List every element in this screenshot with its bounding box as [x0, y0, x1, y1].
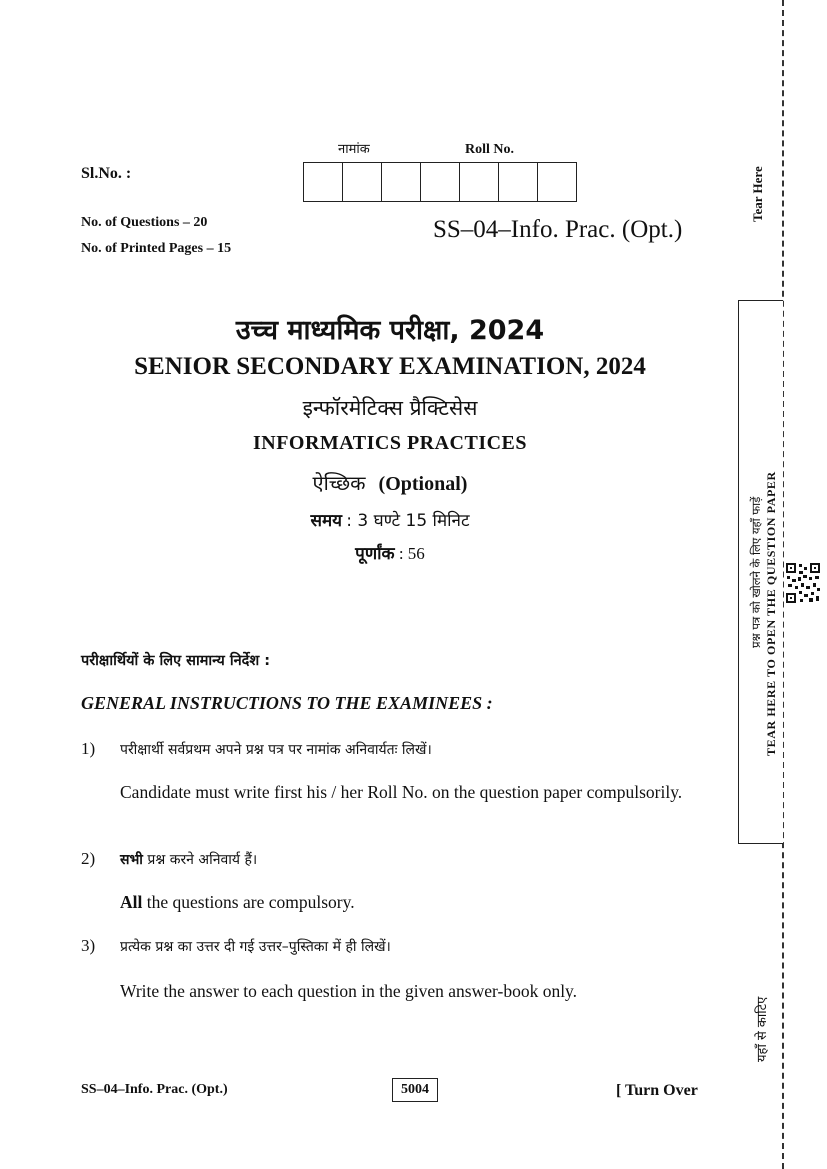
instruction-hindi: परीक्षार्थी सर्वप्रथम अपने प्रश्न पत्र पर नामांक अनिवार्यतः लिखें। — [120, 742, 432, 758]
roll-cell[interactable] — [304, 163, 343, 201]
roll-cell[interactable] — [460, 163, 499, 201]
time-line — [0, 508, 780, 531]
roll-cell[interactable] — [538, 163, 576, 201]
marks-value: : 56 — [398, 544, 425, 563]
hindi-optional: ऐच्छिक — [312, 471, 366, 495]
roll-cell[interactable] — [382, 163, 421, 201]
number-of-pages: No. of Printed Pages – 15 — [81, 241, 232, 256]
hindi-subject: इन्फॉरमेटिक्स प्रैक्टिसेस — [302, 396, 478, 420]
hindi-instructions-heading: परीक्षार्थियों के लिए सामान्य निर्देश : — [81, 653, 271, 669]
instruction-number: 1) — [81, 739, 96, 758]
english-instructions-heading: GENERAL INSTRUCTIONS TO THE EXAMINEES : — [81, 693, 493, 713]
footer-paper-code: SS–04–Info. Prac. (Opt.) — [81, 1082, 228, 1097]
instruction-number: 3) — [81, 936, 96, 955]
instruction-english — [120, 890, 692, 914]
tear-here-label: Tear Here — [750, 166, 765, 222]
instruction-english: Write the answer to each question in the given answer-book only. — [120, 981, 578, 1001]
tear-instruction-english: TEAR HERE TO OPEN THE QUESTION PAPER — [764, 471, 778, 756]
tear-instruction-hindi: प्रश्न पत्र को खोलने के लिए यहाँ फाड़ें — [749, 496, 763, 648]
instruction-hindi-emphasis: सभी — [120, 852, 143, 868]
marks-label: पूर्णांक — [355, 544, 395, 564]
time-label: समय — [310, 511, 342, 531]
marks-line — [0, 541, 780, 564]
english-exam-title: SENIOR SECONDARY EXAMINATION, 2024 — [134, 353, 646, 380]
instruction-english-emphasis: All — [120, 892, 143, 912]
qr-code-icon — [785, 562, 821, 604]
footer-center-code: 5004 — [392, 1078, 438, 1102]
english-subject: INFORMATICS PRACTICES — [252, 432, 528, 454]
paper-code: SS–04–Info. Prac. (Opt.) — [433, 216, 683, 243]
sl-no-label: Sl.No. : — [81, 165, 132, 182]
roll-number-boxes[interactable] — [303, 162, 577, 202]
turn-over: [ Turn Over — [616, 1082, 698, 1099]
instruction-hindi — [120, 850, 257, 869]
roll-cell[interactable] — [421, 163, 460, 201]
instruction-hindi-text: प्रश्न करने अनिवार्य हैं। — [142, 852, 258, 868]
instruction-english-text: the questions are compulsory. — [142, 892, 355, 912]
cut-here-label: यहाँ से काटिए — [755, 996, 770, 1062]
roll-cell[interactable] — [343, 163, 382, 201]
instruction-english: Candidate must write first his / her Roll No. on the question paper compulsorily. — [120, 782, 683, 802]
instruction-hindi: प्रत्येक प्रश्न का उत्तर दी गई उत्तर–पुस्तिका में ही लिखें। — [120, 939, 391, 955]
english-optional: (Optional) — [378, 473, 468, 495]
optional-line — [0, 469, 780, 496]
namank-label: नामांक — [338, 142, 370, 157]
time-value: : 3 घण्टे 15 मिनिट — [346, 511, 470, 531]
roll-cell[interactable] — [499, 163, 538, 201]
roll-no-label: Roll No. — [465, 142, 514, 157]
hindi-exam-title: उच्च माध्यमिक परीक्षा, 2024 — [235, 315, 545, 346]
number-of-questions: No. of Questions – 20 — [81, 215, 208, 230]
instruction-number: 2) — [81, 849, 96, 868]
